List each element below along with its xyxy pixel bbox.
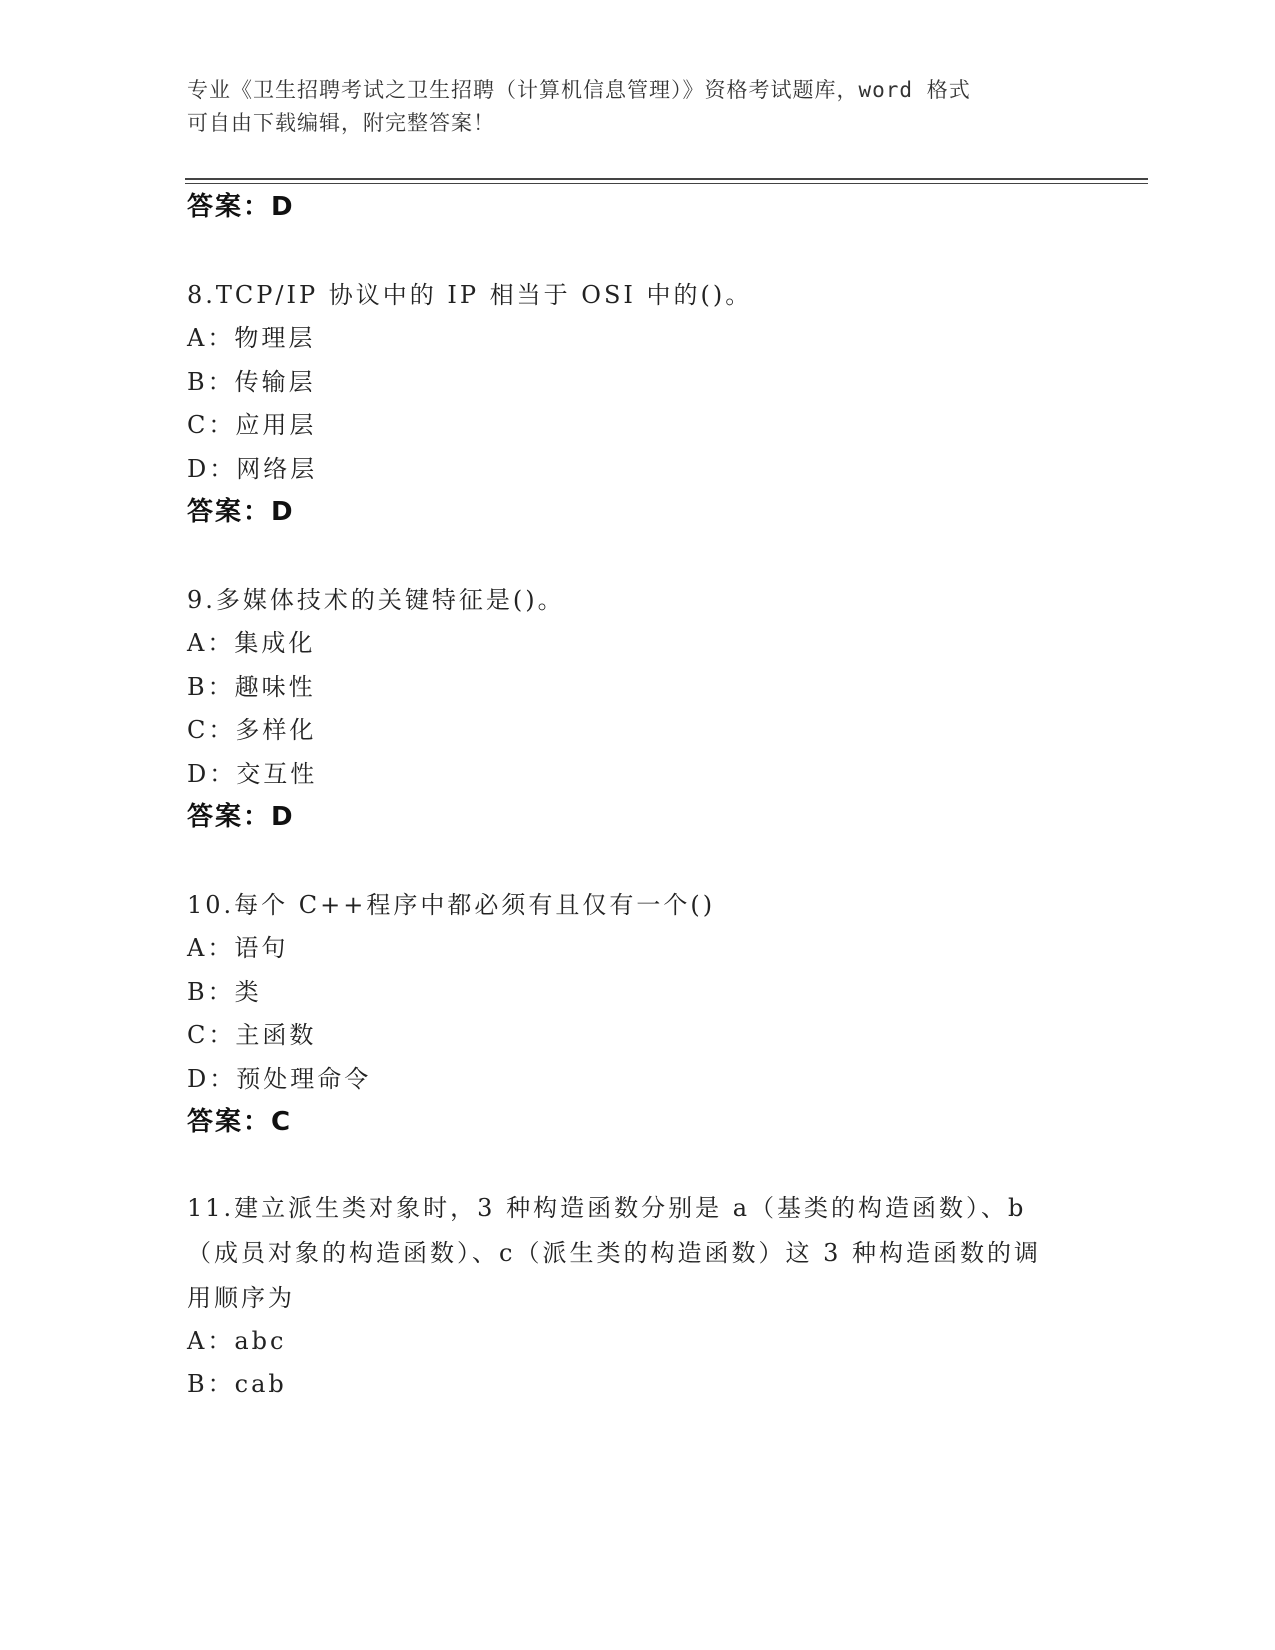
q8-option-a: A：物理层: [187, 324, 316, 352]
header-rule-top: [185, 178, 1148, 180]
q8-stem: 8.TCP/IP 协议中的 IP 相当于 OSI 中的()。: [187, 281, 753, 309]
q9-option-d: D：交互性: [187, 760, 318, 788]
q8-option-d: D：网络层: [187, 455, 318, 483]
header-line-2: 可自由下载编辑，附完整答案！: [187, 111, 495, 135]
q9-stem: 9.多媒体技术的关键特征是()。: [187, 586, 565, 614]
q10-option-d: D：预处理命令: [187, 1065, 372, 1093]
q9-answer: 答案：D: [187, 802, 295, 832]
q10-answer: 答案：C: [187, 1107, 293, 1137]
q8-option-c: C：应用层: [187, 411, 317, 439]
q10-option-c: C：主函数: [187, 1021, 317, 1049]
q10-stem: 10.每个 C++程序中都必须有且仅有一个(): [187, 891, 716, 919]
prev-answer: 答案：D: [187, 192, 295, 222]
q8-answer: 答案：D: [187, 497, 295, 527]
q11-option-a: A：abc: [187, 1327, 287, 1355]
header-rule-bottom: [185, 183, 1148, 184]
q11-stem: 11.建立派生类对象时，3 种构造函数分别是 a（基类的构造函数）、b（成员对象的构造函数）、c（派生类的构造函数）这 3 种构造函数的调用顺序为: [187, 1194, 1041, 1312]
header-line-1: 专业《卫生招聘考试之卫生招聘（计算机信息管理）》资格考试题库，word 格式: [187, 78, 971, 102]
q9-option-b: B：趣味性: [187, 673, 316, 701]
q9-option-c: C：多样化: [187, 716, 317, 744]
q10-option-a: A：语句: [187, 934, 289, 962]
q10-option-b: B：类: [187, 978, 262, 1006]
q8-option-b: B：传输层: [187, 368, 316, 396]
document-header: [187, 74, 1067, 140]
q9-option-a: A：集成化: [187, 629, 316, 657]
q11-option-b: B：cab: [187, 1370, 287, 1398]
